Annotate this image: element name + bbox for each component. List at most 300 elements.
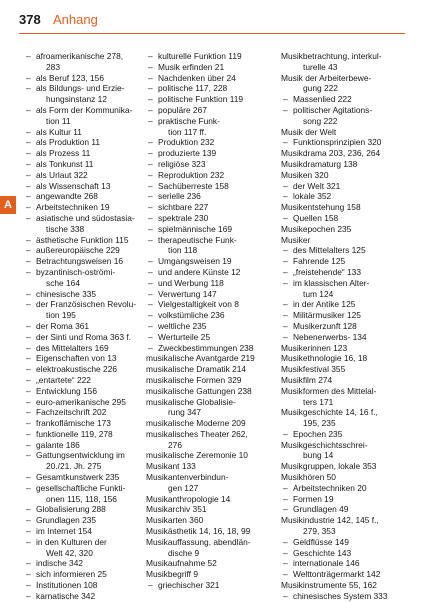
entry-dash: – xyxy=(283,94,288,105)
index-entry xyxy=(24,332,141,343)
entry-text: Musiken 320 xyxy=(281,169,329,180)
entry-text: Arbeitstechniken 19 xyxy=(36,202,110,213)
entry-text: ters 171 xyxy=(303,396,334,407)
index-entry xyxy=(146,526,263,537)
index-entry xyxy=(281,418,398,429)
index-entry xyxy=(146,407,263,418)
entry-text: als Produktion 11 xyxy=(36,137,101,148)
index-entry xyxy=(146,364,263,375)
index-entry xyxy=(146,461,263,472)
index-entry xyxy=(146,148,263,159)
entry-dash: – xyxy=(26,234,31,245)
index-entry xyxy=(146,321,263,332)
entry-dash: – xyxy=(26,104,31,115)
entry-dash: – xyxy=(283,256,288,267)
entry-text: Massenlied 222 xyxy=(293,94,352,105)
index-entry xyxy=(281,148,398,159)
index-entry xyxy=(146,191,263,202)
entry-dash: – xyxy=(26,137,31,148)
entry-dash: – xyxy=(26,450,31,461)
entry-text: Musikentstehung 158 xyxy=(281,202,361,213)
index-entry xyxy=(24,515,141,526)
index-entry xyxy=(146,289,263,300)
entry-dash: – xyxy=(26,72,31,83)
entry-text: therapeutische Funk- xyxy=(158,234,237,245)
entry-dash: – xyxy=(26,191,31,202)
index-entry xyxy=(24,170,141,181)
entry-text: tion 11 xyxy=(46,115,71,126)
entry-text: frankoflämische 173 xyxy=(36,418,111,429)
entry-text: 195, 235 xyxy=(303,418,336,429)
entry-dash: – xyxy=(26,353,31,364)
entry-text: Musikantenverbindun- xyxy=(146,472,229,483)
entry-text: produzierte 139 xyxy=(158,148,217,159)
entry-text: Gesamtkunstwerk 235 xyxy=(36,472,120,483)
entry-text: lokale 352 xyxy=(293,191,332,202)
entry-text: tum 124 xyxy=(303,288,334,299)
index-entry xyxy=(24,181,141,192)
entry-dash: – xyxy=(26,504,31,515)
index-entry xyxy=(24,191,141,202)
index-entry xyxy=(146,181,263,192)
index-entry xyxy=(146,299,263,310)
entry-text: Musikindustrie 142, 145 f., xyxy=(281,515,379,526)
entry-text: musikalische Zeremonie 10 xyxy=(146,450,248,461)
entry-text: Fachzeitschrift 202 xyxy=(36,407,107,418)
index-entry xyxy=(24,116,141,127)
entry-text: Produktion 232 xyxy=(158,137,215,148)
index-entry xyxy=(146,170,263,181)
index-entry xyxy=(146,73,263,84)
entry-dash: – xyxy=(148,212,153,223)
index-entry xyxy=(146,558,263,569)
index-entry xyxy=(281,343,398,354)
entry-text: im klassischen Alter- xyxy=(293,277,370,288)
entry-text: musikalische Avantgarde 219 xyxy=(146,353,255,364)
index-entry xyxy=(146,397,263,408)
entry-text: Betrachtungsweisen 16 xyxy=(36,256,124,267)
index-entry xyxy=(281,235,398,246)
index-entry xyxy=(281,504,398,515)
entry-text: funktionelle 119, 278 xyxy=(36,428,113,439)
index-entry xyxy=(24,202,141,213)
entry-text: als Beruf 123, 156 xyxy=(36,72,104,83)
entry-text: Institutionen 108 xyxy=(36,580,98,591)
entry-text: byzantinisch-oströmi- xyxy=(36,266,116,277)
index-entry xyxy=(24,278,141,289)
entry-dash: – xyxy=(283,320,288,331)
entry-text: des Mittelalters 125 xyxy=(293,245,366,256)
entry-dash: – xyxy=(26,299,31,310)
entry-dash: – xyxy=(283,569,288,580)
entry-dash: – xyxy=(26,256,31,267)
entry-dash: – xyxy=(26,385,31,396)
entry-text: als Wissenschaft 13 xyxy=(36,180,111,191)
index-entry xyxy=(24,105,141,116)
index-column-2 xyxy=(146,51,263,591)
index-entry xyxy=(24,580,141,591)
entry-text: Musikformen des Mittelal- xyxy=(281,385,377,396)
index-entry xyxy=(24,472,141,483)
entry-dash: – xyxy=(148,223,153,234)
entry-dash: – xyxy=(26,396,31,407)
entry-text: Musikanthropologie 14 xyxy=(146,493,231,504)
entry-dash: – xyxy=(283,137,288,148)
entry-text: Musikgeschichtsschrei- xyxy=(281,439,368,450)
index-entry xyxy=(24,83,141,94)
index-entry xyxy=(146,494,263,505)
index-entry xyxy=(146,105,263,116)
entry-dash: – xyxy=(26,202,31,213)
entry-dash: – xyxy=(26,590,31,601)
index-entry xyxy=(146,310,263,321)
index-entry xyxy=(281,558,398,569)
entry-dash: – xyxy=(283,266,288,277)
entry-dash: – xyxy=(26,482,31,493)
entry-text: als Form der Kommunika- xyxy=(36,104,133,115)
entry-text: außereuropäische 229 xyxy=(36,245,120,256)
entry-text: turelle 43 xyxy=(303,61,338,72)
index-entry xyxy=(24,321,141,332)
entry-text: bung 14 xyxy=(303,450,334,461)
entry-dash: – xyxy=(148,310,153,321)
entry-text: musikalische Gattungen 238 xyxy=(146,385,252,396)
entry-text: chinesisches System 333 xyxy=(293,590,388,601)
index-column-3 xyxy=(281,51,398,602)
header-rule xyxy=(19,33,405,34)
entry-text: Musikdramaturg 138 xyxy=(281,158,358,169)
entry-dash: – xyxy=(26,428,31,439)
index-entry xyxy=(281,299,398,310)
index-entry xyxy=(146,224,263,235)
entry-text: Funktionsprinzipien 320 xyxy=(293,137,382,148)
entry-dash: – xyxy=(26,364,31,375)
index-entry xyxy=(24,504,141,515)
index-entry xyxy=(24,224,141,235)
index-entry xyxy=(24,137,141,148)
entry-dash: – xyxy=(148,72,153,83)
entry-text: kulturelle Funktion 119 xyxy=(158,51,242,61)
entry-text: der Sinti und Roma 363 f. xyxy=(36,331,131,342)
entry-text: Musikerinnen 123 xyxy=(281,342,348,353)
entry-text: spielmännische 169 xyxy=(158,223,233,234)
index-entry xyxy=(24,591,141,602)
index-entry xyxy=(281,267,398,278)
index-entry xyxy=(24,440,141,451)
entry-dash: – xyxy=(283,310,288,321)
entry-dash: – xyxy=(283,590,288,601)
entry-text: sche 164 xyxy=(46,277,80,288)
entry-text: Geschichte 143 xyxy=(293,547,352,558)
entry-text: dische 9 xyxy=(168,547,200,558)
entry-text: spektrale 230 xyxy=(158,212,209,223)
entry-dash: – xyxy=(26,180,31,191)
entry-text: Musikästhetik 14, 16, 18, 99 xyxy=(146,526,251,537)
entry-text: „freistehende“ 133 xyxy=(293,266,361,277)
entry-text: Reproduktion 232 xyxy=(158,169,225,180)
index-entry xyxy=(281,332,398,343)
entry-text: Werturteile 25 xyxy=(158,331,210,342)
index-entry xyxy=(281,116,398,127)
entry-text: onen 115, 118, 156 xyxy=(46,493,117,504)
entry-text: rung 347 xyxy=(168,407,202,418)
entry-text: ästhetische Funktion 115 xyxy=(36,234,129,245)
entry-text: musikalische Moderne 209 xyxy=(146,418,246,429)
index-entry xyxy=(281,429,398,440)
index-entry xyxy=(24,418,141,429)
entry-text: Musikbetrachtung, interkul- xyxy=(281,51,382,61)
entry-text: Arbeitstechniken 20 xyxy=(293,482,367,493)
index-entry xyxy=(24,267,141,278)
entry-text: Musikaufnahme 52 xyxy=(146,558,217,569)
index-entry xyxy=(24,62,141,73)
index-entry xyxy=(281,256,398,267)
entry-text: politischer Agitations- xyxy=(293,104,373,115)
index-entry xyxy=(24,526,141,537)
index-entry xyxy=(146,343,263,354)
entry-dash: – xyxy=(26,558,31,569)
entry-dash: – xyxy=(283,547,288,558)
entry-text: hungsinstanz 12 xyxy=(46,94,107,105)
index-entry xyxy=(146,332,263,343)
entry-text: 283 xyxy=(46,61,60,72)
index-entry xyxy=(146,386,263,397)
index-entry xyxy=(146,256,263,267)
entry-dash: – xyxy=(148,266,153,277)
entry-text: asiatische und südostasia- xyxy=(36,212,135,223)
entry-dash: – xyxy=(148,256,153,267)
index-entry xyxy=(281,494,398,505)
entry-dash: – xyxy=(148,61,153,72)
index-entry xyxy=(146,429,263,440)
entry-text: volkstümliche 236 xyxy=(158,310,225,321)
entry-text: des Mittelalters 169 xyxy=(36,342,109,353)
entry-dash: – xyxy=(148,202,153,213)
index-entry xyxy=(146,159,263,170)
entry-dash: – xyxy=(148,342,153,353)
index-entry xyxy=(146,504,263,515)
index-entry xyxy=(24,235,141,246)
entry-text: sich informieren 25 xyxy=(36,569,107,580)
index-entry xyxy=(24,256,141,267)
entry-text: Musikgruppen, lokale 353 xyxy=(281,461,377,472)
index-entry xyxy=(281,310,398,321)
entry-text: Musikhören 50 xyxy=(281,472,336,483)
index-entry xyxy=(146,235,263,246)
entry-text: weltliche 235 xyxy=(158,320,207,331)
index-entry xyxy=(281,591,398,602)
index-entry xyxy=(281,440,398,451)
entry-text: Musikethnologie 16, 18 xyxy=(281,353,368,364)
entry-dash: – xyxy=(283,428,288,439)
index-entry xyxy=(281,83,398,94)
entry-dash: – xyxy=(148,320,153,331)
index-entry xyxy=(146,245,263,256)
entry-dash: – xyxy=(148,277,153,288)
index-entry xyxy=(24,299,141,310)
index-column-1 xyxy=(24,51,141,602)
entry-text: praktische Funk- xyxy=(158,115,220,126)
entry-dash: – xyxy=(26,439,31,450)
entry-text: politische Funktion 119 xyxy=(158,94,244,105)
entry-dash: – xyxy=(148,169,153,180)
entry-dash: – xyxy=(26,126,31,137)
index-entry xyxy=(281,483,398,494)
index-entry xyxy=(24,450,141,461)
entry-dash: – xyxy=(148,180,153,191)
entry-dash: – xyxy=(283,299,288,310)
entry-text: als Kultur 11 xyxy=(36,126,82,137)
index-entry xyxy=(146,375,263,386)
index-entry xyxy=(281,407,398,418)
entry-text: Musik der Welt xyxy=(281,126,337,137)
entry-text: Musikarten 360 xyxy=(146,515,204,526)
entry-text: Musik der Arbeiterbewe- xyxy=(281,72,372,83)
index-entry xyxy=(146,116,263,127)
index-entry xyxy=(24,429,141,440)
index-entry xyxy=(24,407,141,418)
entry-dash: – xyxy=(26,515,31,526)
entry-dash: – xyxy=(148,191,153,202)
entry-text: griechischer 321 xyxy=(158,580,220,591)
entry-dash: – xyxy=(26,83,31,94)
index-entry xyxy=(281,127,398,138)
entry-dash: – xyxy=(148,137,153,148)
entry-text: in der Antike 125 xyxy=(293,299,356,310)
entry-text: sichtbare 227 xyxy=(158,202,209,213)
entry-dash: – xyxy=(148,234,153,245)
entry-text: Verwertung 147 xyxy=(158,288,217,299)
index-entry xyxy=(146,440,263,451)
index-entry xyxy=(281,386,398,397)
entry-dash: – xyxy=(148,299,153,310)
index-entry xyxy=(146,127,263,138)
index-entry xyxy=(24,245,141,256)
index-entry xyxy=(24,558,141,569)
index-entry xyxy=(24,148,141,159)
index-entry xyxy=(146,450,263,461)
index-entry xyxy=(281,472,398,483)
entry-text: als Urlaut 322 xyxy=(36,169,88,180)
entry-text: tion 195 xyxy=(46,310,76,321)
index-entry xyxy=(281,375,398,386)
index-entry xyxy=(24,159,141,170)
index-entry xyxy=(24,73,141,84)
entry-dash: – xyxy=(283,493,288,504)
index-entry xyxy=(281,353,398,364)
entry-dash: – xyxy=(26,212,31,223)
index-entry xyxy=(281,51,398,62)
entry-dash: – xyxy=(26,374,31,385)
entry-text: gen 127 xyxy=(168,482,199,493)
entry-dash: – xyxy=(148,331,153,342)
entry-text: karnatische 342 xyxy=(36,590,96,601)
index-entry xyxy=(146,51,263,62)
entry-text: Fahrende 125 xyxy=(293,256,346,267)
entry-text: afroamerikanische 278, xyxy=(36,51,124,61)
index-entry xyxy=(146,62,263,73)
entry-text: Quellen 158 xyxy=(293,212,339,223)
entry-dash: – xyxy=(283,245,288,256)
index-entry xyxy=(281,213,398,224)
index-entry xyxy=(146,537,263,548)
entry-text: Grundlagen 49 xyxy=(293,504,349,515)
index-entry xyxy=(281,515,398,526)
entry-text: Welt 42, 320 xyxy=(46,547,93,558)
index-entry xyxy=(146,569,263,580)
index-entry xyxy=(281,181,398,192)
entry-text: populäre 267 xyxy=(158,104,207,115)
entry-text: musikalische Formen 329 xyxy=(146,374,242,385)
entry-dash: – xyxy=(26,288,31,299)
index-entry xyxy=(281,191,398,202)
entry-dash: – xyxy=(26,169,31,180)
entry-text: angewandte 268 xyxy=(36,191,98,202)
entry-dash: – xyxy=(148,148,153,159)
index-entry xyxy=(24,353,141,364)
index-entry xyxy=(146,353,263,364)
index-entry xyxy=(281,397,398,408)
index-entry xyxy=(24,364,141,375)
entry-dash: – xyxy=(26,526,31,537)
entry-text: 279, 353 xyxy=(303,526,336,537)
entry-text: Gattungsentwicklung im xyxy=(36,450,125,461)
entry-text: der Welt 321 xyxy=(293,180,341,191)
entry-text: Musikfestival 355 xyxy=(281,364,346,375)
index-entry xyxy=(24,213,141,224)
entry-dash: – xyxy=(26,536,31,547)
entry-dash: – xyxy=(26,472,31,483)
entry-text: politische 117, 228 xyxy=(158,83,228,94)
entry-dash: – xyxy=(148,288,153,299)
entry-dash: – xyxy=(283,482,288,493)
entry-dash: – xyxy=(283,504,288,515)
entry-text: als Tonkunst 11 xyxy=(36,158,94,169)
index-entry xyxy=(281,278,398,289)
entry-text: tische 338 xyxy=(46,223,85,234)
entry-text: Musikinstrumente 55, 162 xyxy=(281,580,377,591)
index-entry xyxy=(24,310,141,321)
entry-dash: – xyxy=(26,331,31,342)
index-entry xyxy=(281,224,398,235)
entry-dash: – xyxy=(283,277,288,288)
entry-text: song 222 xyxy=(303,115,338,126)
index-entry xyxy=(24,537,141,548)
entry-dash: – xyxy=(26,418,31,429)
index-entry xyxy=(146,548,263,559)
entry-dash: – xyxy=(148,104,153,115)
index-entry xyxy=(281,580,398,591)
index-entry xyxy=(24,483,141,494)
entry-text: gung 222 xyxy=(303,83,338,94)
entry-text: 20./21. Jh. 275 xyxy=(46,461,102,472)
entry-text: „entartete“ 222 xyxy=(36,374,91,385)
index-entry xyxy=(146,278,263,289)
entry-text: Formen 19 xyxy=(293,493,334,504)
entry-text: gesellschaftliche Funkti- xyxy=(36,482,126,493)
entry-dash: – xyxy=(148,158,153,169)
entry-text: elektroakustische 226 xyxy=(36,364,118,375)
index-entry xyxy=(146,418,263,429)
index-entry xyxy=(281,94,398,105)
entry-text: internationale 146 xyxy=(293,558,360,569)
index-entry xyxy=(24,569,141,580)
index-entry xyxy=(281,450,398,461)
entry-text: Globalisierung 288 xyxy=(36,504,106,515)
entry-dash: – xyxy=(283,212,288,223)
entry-dash: – xyxy=(26,266,31,277)
section-title: Anhang xyxy=(53,12,98,27)
